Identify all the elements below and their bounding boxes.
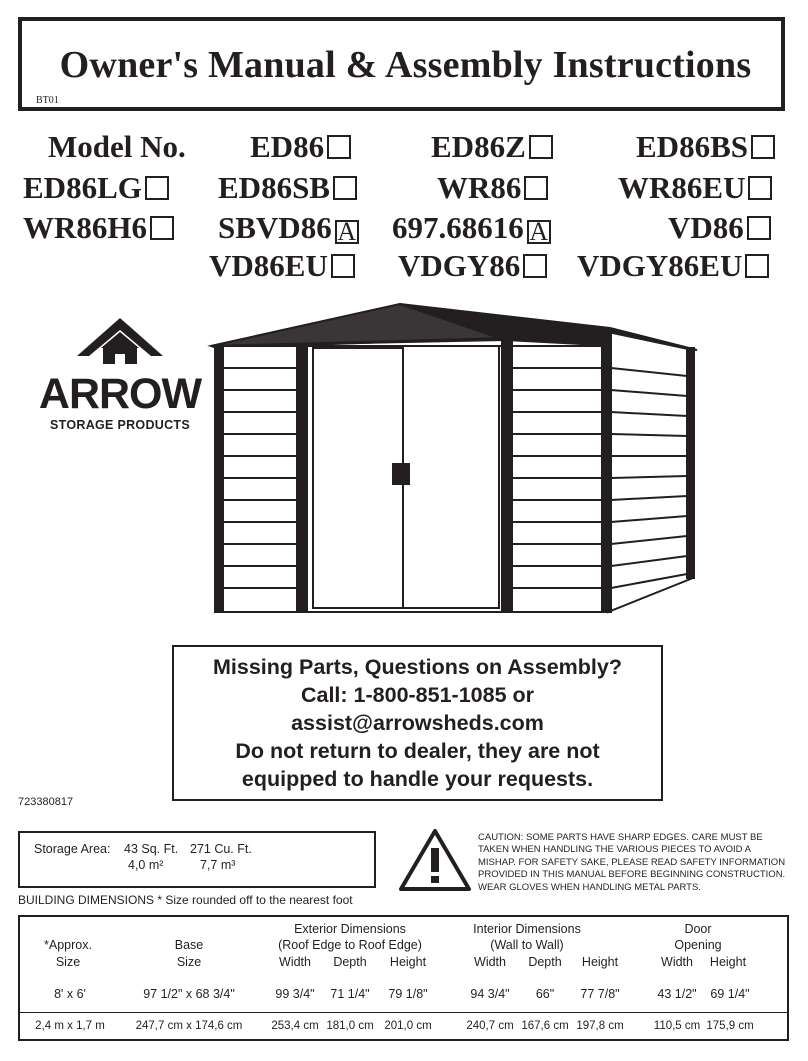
col-header: Width bbox=[474, 955, 506, 969]
metric-cell: 175,9 cm bbox=[706, 1020, 754, 1032]
model-item: 697.68616 A bbox=[392, 212, 551, 244]
imperial-cell: 66" bbox=[535, 987, 555, 1001]
metric-cell: 110,5 cm bbox=[653, 1020, 701, 1032]
model-item: ED86SB bbox=[218, 172, 357, 203]
house-roof-icon bbox=[75, 316, 165, 366]
model-item: ED86Z bbox=[431, 131, 553, 162]
model-checkbox[interactable] bbox=[751, 135, 775, 159]
metric-cell: 181,0 cm bbox=[326, 1020, 374, 1032]
dimensions-table bbox=[18, 915, 789, 1041]
brand-name: ARROW bbox=[38, 370, 202, 418]
contact-line: Missing Parts, Questions on Assembly? bbox=[213, 655, 622, 679]
metric-cell: 197,8 cm bbox=[576, 1020, 624, 1032]
storage-cuft: 271 Cu. Ft. bbox=[190, 842, 252, 856]
model-checkbox[interactable] bbox=[745, 254, 769, 278]
col-header: Depth bbox=[528, 955, 562, 969]
imperial-cell: 8' x 6' bbox=[54, 987, 86, 1001]
interior-header: Interior Dimensions bbox=[473, 922, 581, 936]
warning-triangle-icon bbox=[398, 828, 472, 892]
dimensions-caption: BUILDING DIMENSIONS * Size rounded off to the nearest foot bbox=[18, 893, 353, 907]
contact-line: equipped to handle your requests. bbox=[241, 767, 594, 791]
model-checkbox[interactable] bbox=[748, 176, 772, 200]
model-item: VDGY86 bbox=[398, 250, 547, 281]
model-item: ED86 bbox=[250, 131, 351, 162]
interior-subheader: (Wall to Wall) bbox=[490, 938, 564, 952]
model-checkbox[interactable] bbox=[524, 176, 548, 200]
storage-sqft: 43 Sq. Ft. bbox=[124, 842, 179, 856]
caution-text: CAUTION: SOME PARTS HAVE SHARP EDGES. CARE MUST BE TAKEN WHEN HANDLING THE VARIOUS PIECES TO AVOID A MISHAP. FOR SAFETY SAKE, PLEASE READ SAFETY INFORMATION PROVIDED IN THIS MANUAL BEFORE BEGINNING CONSTRUCTION. WEAR GLOVES WHEN HANDLING METAL PARTS. bbox=[478, 832, 786, 893]
brand-logo bbox=[30, 316, 210, 436]
door-header: Door bbox=[684, 922, 712, 936]
table-divider bbox=[20, 1012, 787, 1013]
imperial-cell: 77 7/8" bbox=[580, 987, 620, 1001]
contact-email[interactable]: assist@arrowsheds.com bbox=[291, 711, 544, 735]
model-checkbox[interactable] bbox=[145, 176, 169, 200]
col-header: Depth bbox=[333, 955, 367, 969]
model-checkbox[interactable] bbox=[150, 216, 174, 240]
model-checkbox[interactable] bbox=[529, 135, 553, 159]
col-header: Size bbox=[55, 955, 81, 969]
imperial-cell: 94 3/4" bbox=[470, 987, 510, 1001]
model-item: VD86 bbox=[668, 212, 771, 243]
metric-cell: 253,4 cm bbox=[271, 1020, 319, 1032]
model-heading: Model No. bbox=[48, 129, 186, 164]
metric-cell: 167,6 cm bbox=[521, 1020, 569, 1032]
page-title: Owner's Manual & Assembly Instructions bbox=[59, 44, 752, 86]
imperial-cell: 43 1/2" bbox=[657, 987, 697, 1001]
col-header: Width bbox=[279, 955, 311, 969]
document-code: BT01 bbox=[36, 95, 59, 106]
imperial-cell: 99 3/4" bbox=[275, 987, 315, 1001]
title-box bbox=[18, 17, 785, 111]
model-item: VD86EU bbox=[209, 250, 355, 281]
metric-cell: 240,7 cm bbox=[466, 1020, 514, 1032]
storage-m2: 4,0 m² bbox=[128, 858, 164, 872]
model-item: WR86EU bbox=[618, 172, 772, 203]
shed-illustration bbox=[205, 298, 700, 618]
model-item: ED86BS bbox=[636, 131, 775, 162]
metric-cell: 201,0 cm bbox=[384, 1020, 432, 1032]
model-checkbox[interactable]: A bbox=[527, 220, 551, 244]
model-checkbox[interactable] bbox=[327, 135, 351, 159]
model-checkbox[interactable] bbox=[333, 176, 357, 200]
model-item: VDGY86EU bbox=[577, 250, 769, 281]
storage-box bbox=[18, 831, 376, 888]
part-number: 723380817 bbox=[18, 796, 74, 808]
metric-cell: 2,4 m x 1,7 m bbox=[35, 1020, 105, 1032]
imperial-cell: 69 1/4" bbox=[710, 987, 750, 1001]
model-item: SBVD86 A bbox=[218, 212, 359, 244]
contact-line: Do not return to dealer, they are not bbox=[235, 739, 600, 763]
col-header: Size bbox=[176, 955, 202, 969]
model-item: ED86LG bbox=[23, 172, 169, 203]
storage-m3: 7,7 m³ bbox=[200, 858, 236, 872]
imperial-cell: 71 1/4" bbox=[330, 987, 370, 1001]
exterior-subheader: (Roof Edge to Roof Edge) bbox=[278, 938, 422, 952]
brand-tagline: STORAGE PRODUCTS bbox=[50, 418, 190, 432]
col-header: Base bbox=[174, 938, 204, 952]
door-subheader: Opening bbox=[674, 938, 722, 952]
model-checkbox[interactable] bbox=[331, 254, 355, 278]
contact-box bbox=[172, 645, 663, 801]
imperial-cell: 79 1/8" bbox=[388, 987, 428, 1001]
model-item: WR86 bbox=[437, 172, 548, 203]
col-header: Height bbox=[389, 955, 427, 969]
model-item: WR86H6 bbox=[23, 212, 174, 243]
col-header: Width bbox=[661, 955, 693, 969]
model-checkbox[interactable] bbox=[523, 254, 547, 278]
metric-cell: 247,7 cm x 174,6 cm bbox=[135, 1020, 243, 1032]
col-header: *Approx. bbox=[44, 938, 92, 952]
model-checkbox[interactable]: A bbox=[335, 220, 359, 244]
exterior-header: Exterior Dimensions bbox=[294, 922, 406, 936]
model-checkbox[interactable] bbox=[747, 216, 771, 240]
col-header: Height bbox=[581, 955, 619, 969]
storage-label: Storage Area: bbox=[34, 842, 111, 856]
col-header: Height bbox=[709, 955, 747, 969]
contact-phone: Call: 1-800-851-1085 or bbox=[300, 683, 535, 707]
imperial-cell: 97 1/2" x 68 3/4" bbox=[143, 987, 235, 1001]
